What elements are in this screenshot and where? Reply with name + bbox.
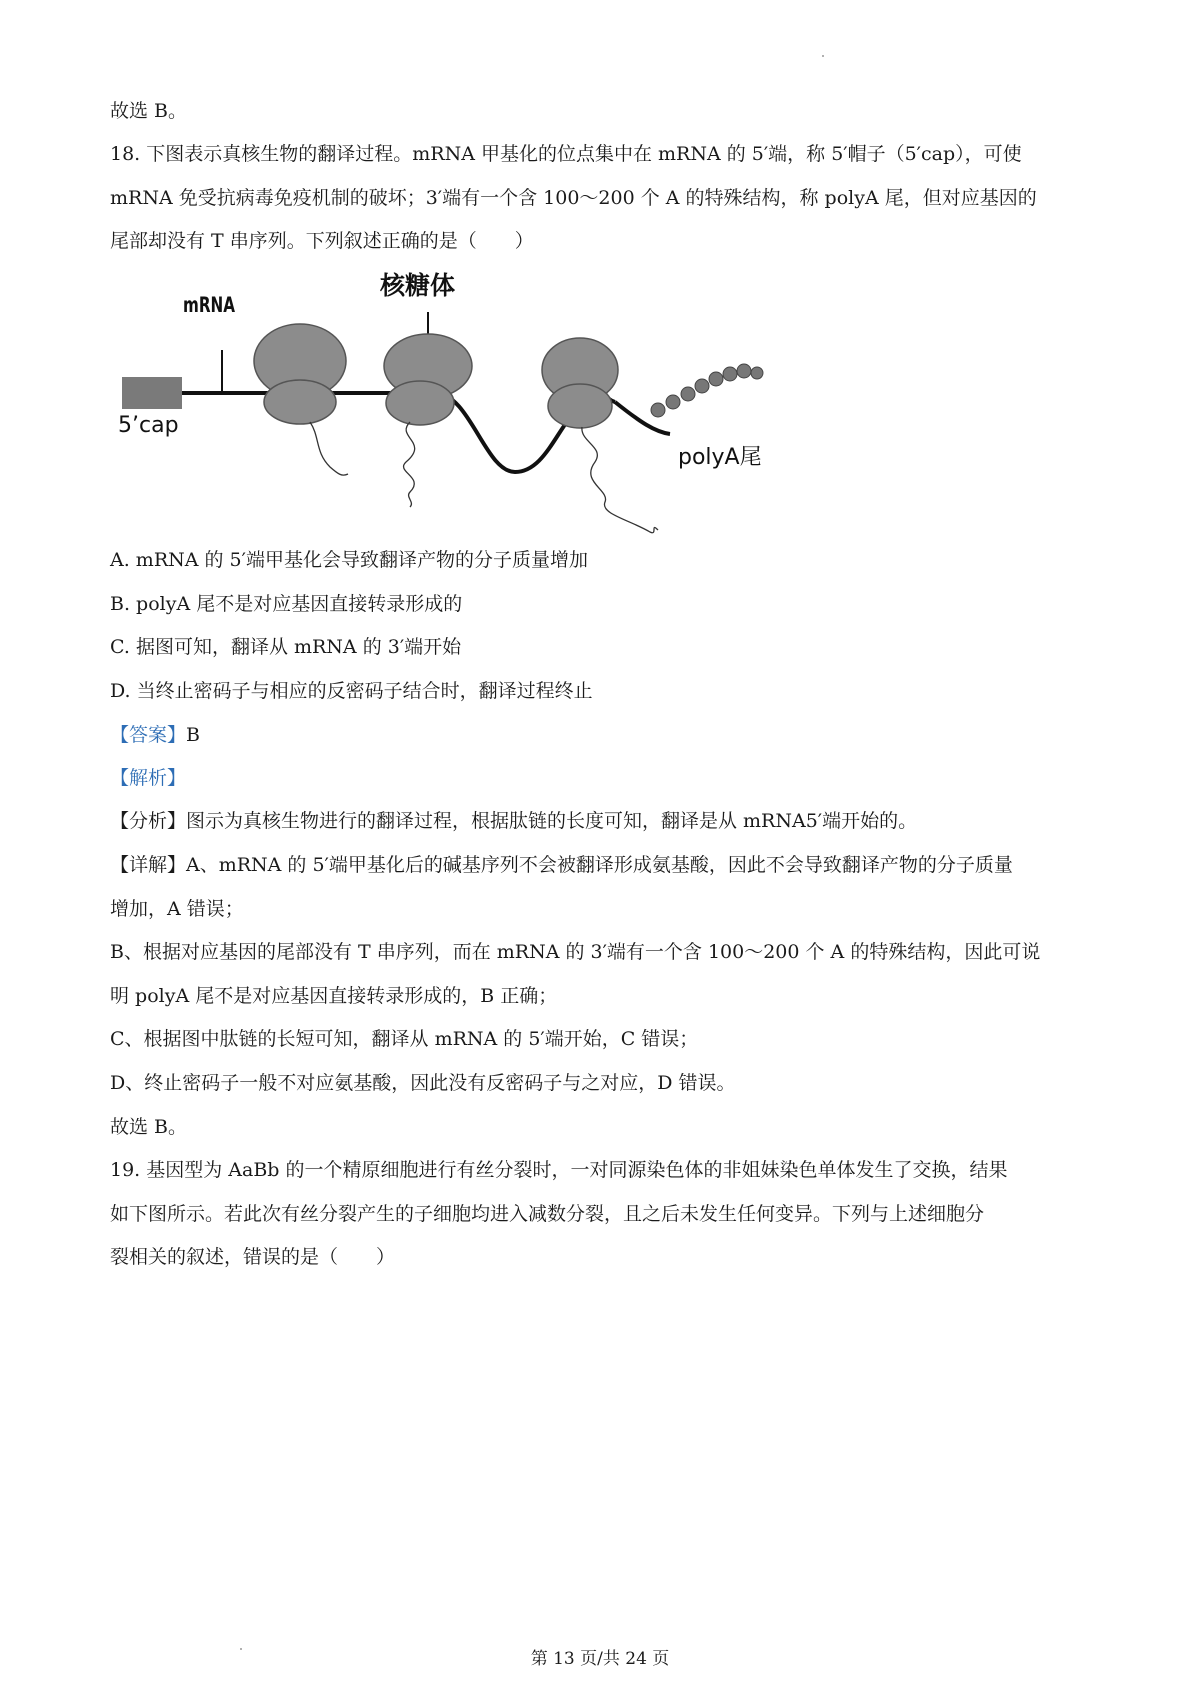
answer-line — [110, 722, 1100, 748]
explanation-detail-a-2: 增加，A 错误； — [110, 898, 244, 920]
label-ribosome: 核糖体 — [380, 271, 456, 300]
label-polya: polyA尾 — [678, 445, 762, 470]
answer-tag: 【答案】 — [110, 724, 187, 746]
q19-stem-line-3: 裂相关的叙述，错误的是（ ） — [110, 1246, 396, 1268]
explanation-conclusion: 故选 B。 — [110, 1116, 188, 1138]
explanation-detail-d: D、终止密码子一般不对应氨基酸，因此没有反密码子与之对应，D 错误。 — [110, 1072, 736, 1094]
translation-diagram — [110, 262, 850, 542]
option-c: C. 据图可知，翻译从 mRNA 的 3′端开始 — [110, 636, 462, 658]
analysis-heading — [110, 765, 1100, 791]
label-cap: 5’cap — [118, 413, 179, 438]
analysis-tag: 【解析】 — [110, 767, 187, 789]
page-footer: 第 13 页/共 24 页 — [530, 1649, 670, 1669]
polya-tail — [651, 364, 763, 417]
ribosome-2 — [384, 334, 472, 507]
cap-block — [122, 377, 182, 409]
q18-stem-line-3: 尾部却没有 T 串序列。下列叙述正确的是（ ） — [110, 230, 534, 252]
q18-stem-line-1: 18. 下图表示真核生物的翻译过程。mRNA 甲基化的位点集中在 mRNA 的 5′端，称 5′帽子（5′cap），可使 — [110, 143, 1022, 165]
option-d: D. 当终止密码子与相应的反密码子结合时，翻译过程终止 — [110, 680, 593, 702]
option-a: A. mRNA 的 5′端甲基化会导致翻译产物的分子质量增加 — [110, 549, 588, 571]
q19-stem-line-2: 如下图所示。若此次有丝分裂产生的子细胞均进入减数分裂，且之后未发生任何变异。下列与上述细胞分 — [110, 1203, 985, 1225]
scan-speck — [822, 55, 824, 57]
prev-conclusion: 故选 B。 — [110, 100, 188, 122]
q18-stem-line-2: mRNA 免受抗病毒免疫机制的破坏；3′端有一个含 100～200 个 A 的特殊结构，称 polyA 尾，但对应基因的 — [110, 187, 1037, 209]
explanation-detail-a-1: 【详解】A、mRNA 的 5′端甲基化后的碱基序列不会被翻译形成氨基酸，因此不会导致翻译产物的分子质量 — [110, 854, 1013, 876]
explanation-detail-b-2: 明 polyA 尾不是对应基因直接转录形成的，B 正确； — [110, 985, 558, 1007]
explanation-detail-b-1: B、根据对应基因的尾部没有 T 串序列，而在 mRNA 的 3′端有一个含 100～200 个 A 的特殊结构，因此可说 — [110, 941, 1041, 963]
option-b: B. polyA 尾不是对应基因直接转录形成的 — [110, 593, 463, 615]
explanation-detail-c: C、根据图中肽链的长短可知，翻译从 mRNA 的 5′端开始，C 错误； — [110, 1028, 699, 1050]
answer-value: B — [186, 724, 200, 746]
explanation-analysis: 【分析】图示为真核生物进行的翻译过程，根据肽链的长度可知，翻译是从 mRNA5′端开始的。 — [110, 810, 918, 832]
ribosome-1 — [254, 324, 348, 475]
q19-stem-line-1: 19. 基因型为 AaBb 的一个精原细胞进行有丝分裂时，一对同源染色体的非姐妹染色单体发生了交换，结果 — [110, 1159, 1008, 1181]
label-mrna: mRNA — [183, 293, 236, 317]
